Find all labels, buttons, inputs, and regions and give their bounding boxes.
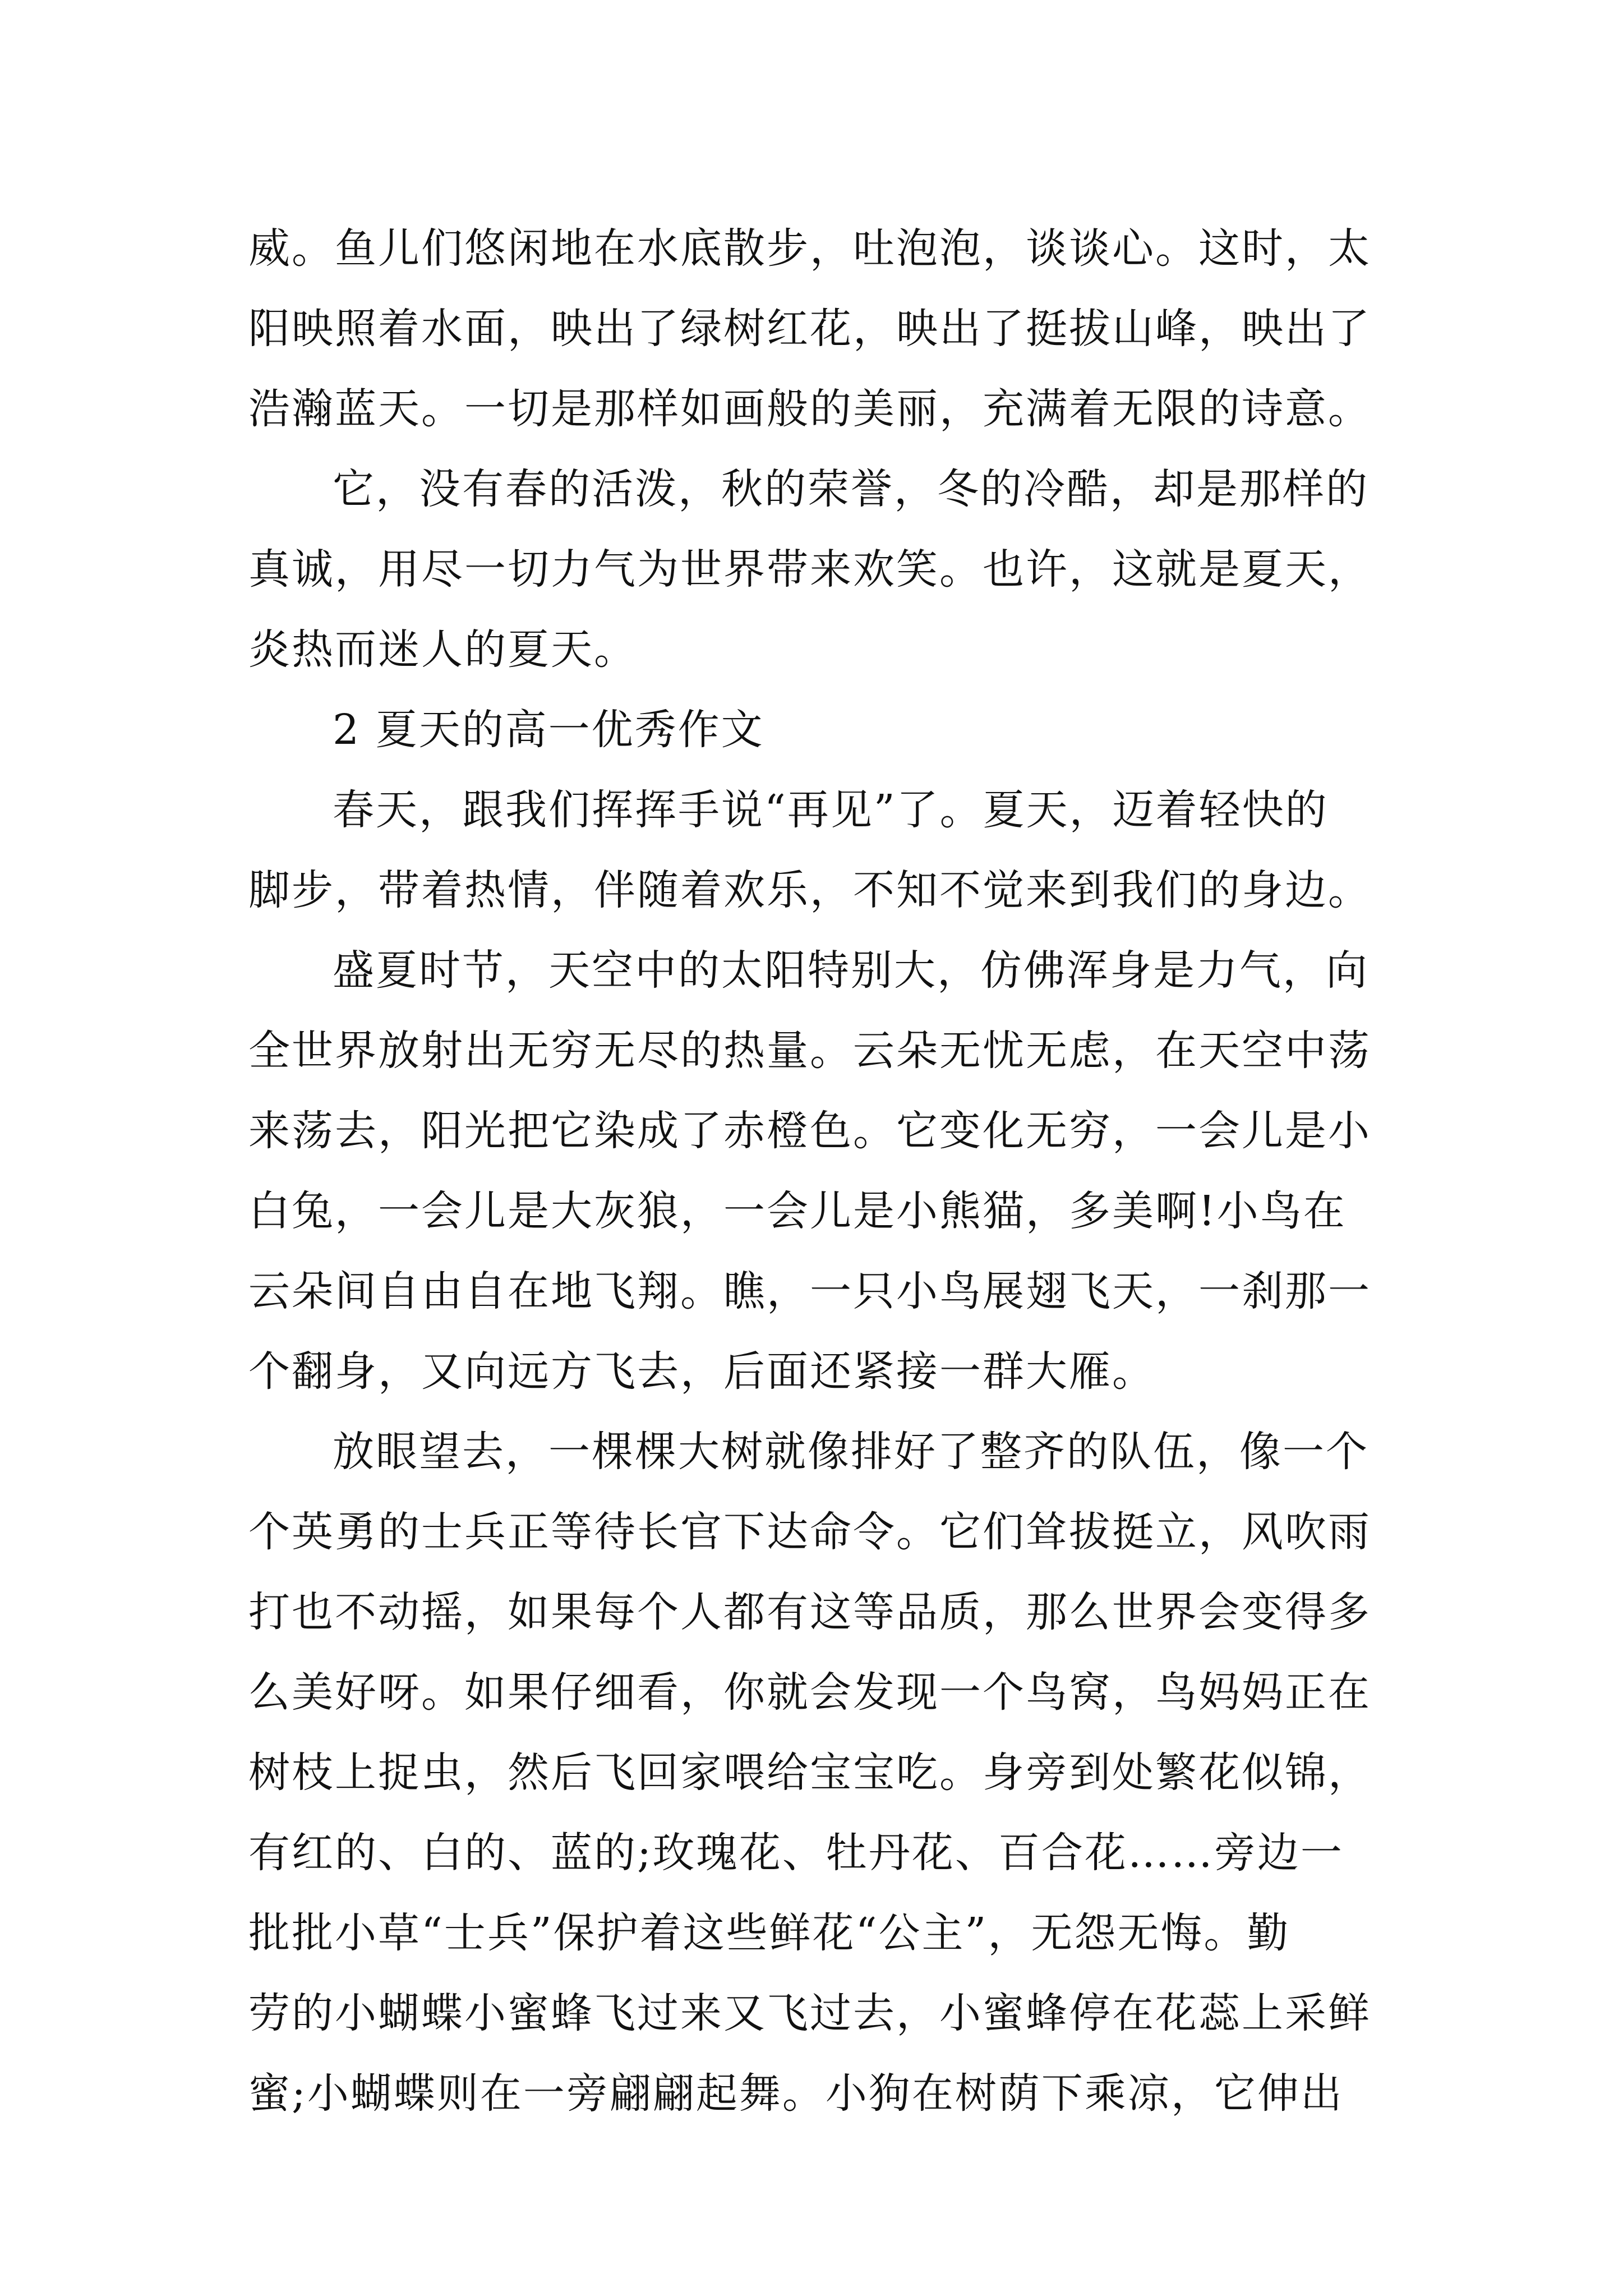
text-line: 脚步，带着热情，伴随着欢乐，不知不觉来到我们的身边。	[248, 866, 1371, 914]
text-line: 2 夏天的高一优秀作文	[333, 706, 764, 754]
text-line: 有红的、白的、蓝的;玫瑰花、牡丹花、百合花……旁边一	[248, 1829, 1344, 1877]
essay-text	[248, 209, 1404, 2134]
text-line: 春天，跟我们挥挥手说“再见”了。夏天，迈着轻快的	[333, 786, 1329, 834]
text-line: 批批小草“士兵”保护着这些鲜花“公主”，无怨无悔。勤	[248, 1909, 1290, 1957]
text-line: 个英勇的士兵正等待长官下达命令。它们耸拔挺立，风吹雨	[248, 1508, 1371, 1556]
text-line: 威。鱼儿们悠闲地在水底散步，吐泡泡，谈谈心。这时，太	[248, 224, 1371, 273]
text-line: 个翻身，又向远方飞去，后面还紧接一群大雁。	[248, 1347, 1155, 1396]
text-line: 阳映照着水面，映出了绿树红花，映出了挺拔山峰，映出了	[248, 305, 1371, 353]
text-line: 么美好呀。如果仔细看，你就会发现一个鸟窝，鸟妈妈正在	[248, 1668, 1371, 1717]
text-line: 来荡去，阳光把它染成了赤橙色。它变化无穷，一会儿是小	[248, 1107, 1371, 1155]
text-line: 云朵间自由自在地飞翔。瞧，一只小鸟展翅飞天，一刹那一	[248, 1267, 1371, 1315]
text-line: 树枝上捉虫，然后飞回家喂给宝宝吃。身旁到处繁花似锦，	[248, 1749, 1371, 1797]
text-line: 打也不动摇，如果每个人都有这等品质，那么世界会变得多	[248, 1588, 1371, 1636]
text-line: 劳的小蝴蝶小蜜蜂飞过来又飞过去，小蜜蜂停在花蕊上采鲜	[248, 1989, 1371, 2037]
text-line: 放眼望去，一棵棵大树就像排好了整齐的队伍，像一个	[333, 1428, 1369, 1476]
text-line: 它，没有春的活泼，秋的荣誉，冬的冷酷，却是那样的	[333, 465, 1369, 513]
text-line: 浩瀚蓝天。一切是那样如画般的美丽，充满着无限的诗意。	[248, 385, 1371, 433]
text-line: 白兔，一会儿是大灰狼，一会儿是小熊猫，多美啊!小鸟在	[248, 1187, 1347, 1235]
text-line: 盛夏时节，天空中的太阳特别大，仿佛浑身是力气，向	[333, 946, 1369, 995]
text-line: 炎热而迷人的夏天。	[248, 625, 637, 674]
text-line: 真诚，用尽一切力气为世界带来欢笑。也许，这就是夏天，	[248, 545, 1371, 593]
text-line: 全世界放射出无穷无尽的热量。云朵无忧无虑，在天空中荡	[248, 1027, 1371, 1075]
text-line: 蜜;小蝴蝶则在一旁翩翩起舞。小狗在树荫下乘凉，它伸出	[248, 2069, 1344, 2118]
